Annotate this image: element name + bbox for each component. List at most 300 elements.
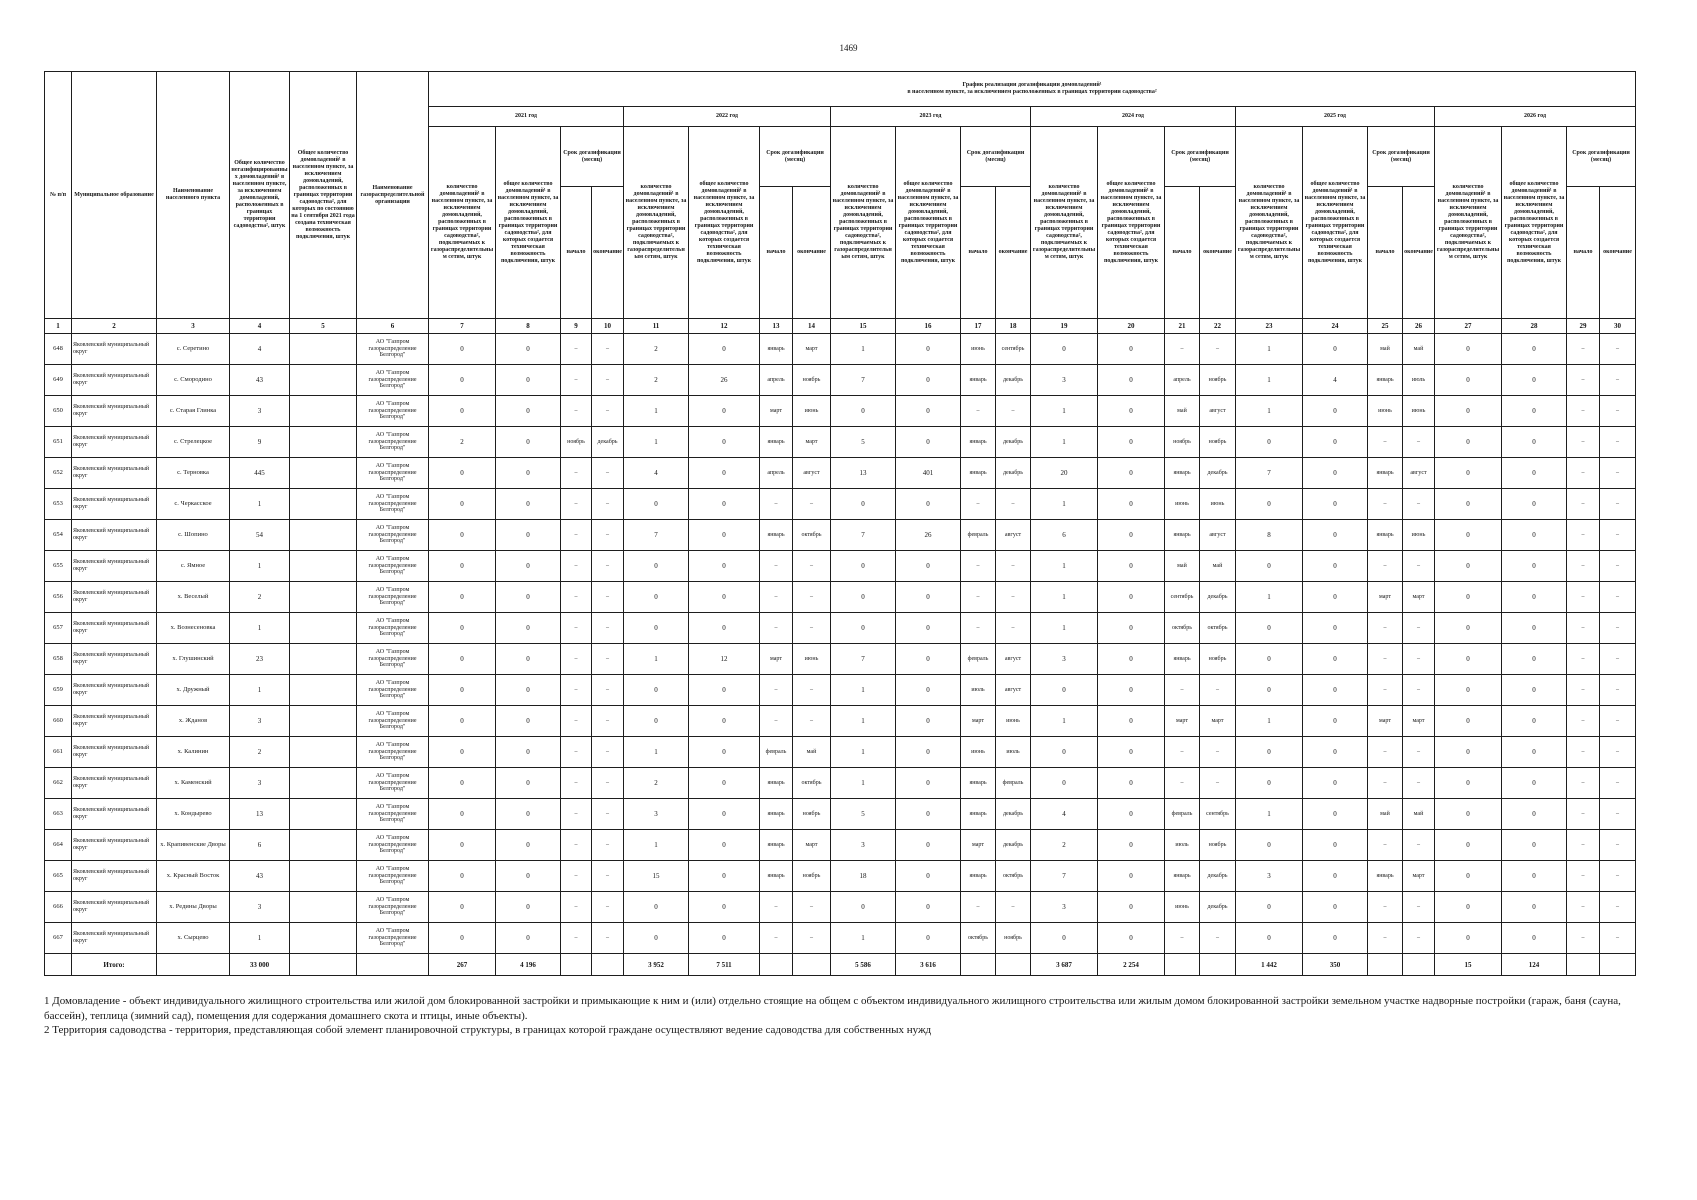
column-number: 7: [429, 319, 496, 334]
cell-2024-connected: 6: [1031, 520, 1098, 551]
total-empty-cell: [561, 954, 592, 976]
cell-tech-possible-count: [290, 365, 357, 396]
table-row: [45, 458, 1636, 489]
total-not-gasified-count: 33 000: [230, 954, 290, 976]
cell-municipality: Яковлевский муниципальный округ: [72, 489, 157, 520]
cell-2023-total: 0: [896, 427, 961, 458]
footnote-1: 1 Домовладение - объект индивидуального жилищного строительства или жилой дом блокированной застройки и примыкающие к ним и (или) отдельно стоящие на общем с объектом индивидуального жилищного строительства или жилым домом блокированной застройки земельном участке надворные постройки (гараж, баня (сауна, бассейн), теплица (зимний сад), помещения для содержания домашнего скота и птицы, иные объекты).: [44, 995, 1621, 1022]
cell-2022-total: 26: [689, 365, 760, 396]
cell-2022-connected: 0: [624, 892, 689, 923]
cell-2025-total: 0: [1303, 334, 1368, 365]
cell-2021-end-month: –: [592, 613, 624, 644]
cell-2025-end-month: –: [1403, 613, 1435, 644]
cell-settlement: х. Крапивенские Дворы: [157, 830, 230, 861]
cell-2025-total: 0: [1303, 861, 1368, 892]
cell-2026-end-month: –: [1600, 427, 1636, 458]
cell-municipality: Яковлевский муниципальный округ: [72, 675, 157, 706]
cell-settlement: х. Вознесеновка: [157, 613, 230, 644]
cell-2021-total: 0: [496, 737, 561, 768]
header-gas-distribution-org: Наименование газораспределительной организации: [357, 72, 429, 319]
header-2026-term: Срок догазификации (месяц): [1567, 127, 1636, 187]
header-2023-connected: количество домовладений¹ в населенном пункте, за исключением домовладений, расположенных в границах территории садоводства², подключаемых к газораспределительным сетям, штук: [831, 127, 896, 319]
column-number: 24: [1303, 319, 1368, 334]
cell-2026-connected: 0: [1435, 365, 1502, 396]
cell-settlement: х. Сырцево: [157, 923, 230, 954]
cell-2024-connected: 3: [1031, 892, 1098, 923]
column-number: 22: [1200, 319, 1236, 334]
cell-2024-start-month: май: [1165, 396, 1200, 427]
cell-2024-end-month: –: [1200, 737, 1236, 768]
cell-2021-connected: 0: [429, 644, 496, 675]
header-2021-total: общее количество домовладений¹ в населенном пункте, за исключением домовладений, расположенных в границах территории садоводства², для которых создается техническая возможность подключения, штук: [496, 127, 561, 319]
year-header-2022: 2022 год: [624, 107, 831, 127]
cell-2025-start-month: –: [1368, 830, 1403, 861]
cell-2021-start-month: –: [561, 613, 592, 644]
cell-2022-end-month: май: [793, 737, 831, 768]
cell-gas-distribution-org: АО "Газпром газораспределение Белгород": [357, 799, 429, 830]
cell-2021-start-month: –: [561, 799, 592, 830]
table-row: [45, 427, 1636, 458]
cell-not-gasified-count: 1: [230, 613, 290, 644]
cell-2026-connected: 0: [1435, 768, 1502, 799]
cell-2022-total: 0: [689, 458, 760, 489]
cell-2026-end-month: –: [1600, 613, 1636, 644]
cell-2022-connected: 1: [624, 396, 689, 427]
cell-2022-end-month: июнь: [793, 396, 831, 427]
cell-2023-end-month: сентябрь: [996, 334, 1031, 365]
cell-2024-total: 0: [1098, 520, 1165, 551]
cell-2025-connected: 0: [1236, 675, 1303, 706]
cell-2024-total: 0: [1098, 365, 1165, 396]
cell-municipality: Яковлевский муниципальный округ: [72, 551, 157, 582]
cell-2024-connected: 3: [1031, 365, 1098, 396]
cell-2021-total: 0: [496, 675, 561, 706]
cell-2026-total: 0: [1502, 427, 1567, 458]
cell-2024-connected: 1: [1031, 489, 1098, 520]
year-header-2025: 2025 год: [1236, 107, 1435, 127]
cell-2023-total: 0: [896, 582, 961, 613]
cell-2024-connected: 0: [1031, 334, 1098, 365]
cell-2024-connected: 1: [1031, 427, 1098, 458]
cell-2022-connected: 3: [624, 799, 689, 830]
cell-tech-possible-count: [290, 768, 357, 799]
cell-2021-total: 0: [496, 768, 561, 799]
cell-2023-connected: 0: [831, 489, 896, 520]
cell-gas-distribution-org: АО "Газпром газораспределение Белгород": [357, 365, 429, 396]
cell-municipality: Яковлевский муниципальный округ: [72, 520, 157, 551]
cell-2023-total: 0: [896, 706, 961, 737]
cell-2022-connected: 4: [624, 458, 689, 489]
cell-number: 659: [45, 675, 72, 706]
cell-2023-start-month: –: [961, 489, 996, 520]
cell-municipality: Яковлевский муниципальный округ: [72, 396, 157, 427]
cell-2022-connected: 0: [624, 706, 689, 737]
cell-2023-total: 401: [896, 458, 961, 489]
cell-gas-distribution-org: АО "Газпром газораспределение Белгород": [357, 892, 429, 923]
cell-2024-total: 0: [1098, 334, 1165, 365]
cell-not-gasified-count: 43: [230, 365, 290, 396]
cell-2024-total: 0: [1098, 396, 1165, 427]
cell-2026-connected: 0: [1435, 706, 1502, 737]
header-2025-end: окончание: [1403, 187, 1435, 319]
total-empty-cell: [961, 954, 996, 976]
cell-2023-end-month: декабрь: [996, 830, 1031, 861]
totals-row: [45, 954, 1636, 976]
cell-2021-total: 0: [496, 396, 561, 427]
cell-2023-connected: 1: [831, 768, 896, 799]
cell-tech-possible-count: [290, 644, 357, 675]
cell-2026-end-month: –: [1600, 892, 1636, 923]
cell-2024-connected: 1: [1031, 582, 1098, 613]
cell-2022-total: 0: [689, 768, 760, 799]
cell-municipality: Яковлевский муниципальный округ: [72, 582, 157, 613]
cell-2026-total: 0: [1502, 768, 1567, 799]
cell-2024-total: 0: [1098, 923, 1165, 954]
cell-2026-connected: 0: [1435, 458, 1502, 489]
cell-2023-start-month: –: [961, 582, 996, 613]
cell-2022-connected: 0: [624, 613, 689, 644]
cell-2021-total: 0: [496, 644, 561, 675]
cell-2021-connected: 0: [429, 489, 496, 520]
cell-2021-total: 0: [496, 830, 561, 861]
cell-2026-start-month: –: [1567, 365, 1600, 396]
cell-2022-start-month: январь: [760, 799, 793, 830]
cell-not-gasified-count: 2: [230, 582, 290, 613]
cell-2024-total: 0: [1098, 644, 1165, 675]
cell-2026-total: 0: [1502, 706, 1567, 737]
header-2021-end: окончание: [592, 187, 624, 319]
cell-2021-connected: 0: [429, 799, 496, 830]
cell-2023-connected: 3: [831, 830, 896, 861]
cell-2025-total: 0: [1303, 799, 1368, 830]
table-row: [45, 737, 1636, 768]
cell-2024-end-month: ноябрь: [1200, 365, 1236, 396]
cell-2024-start-month: –: [1165, 334, 1200, 365]
table-row: [45, 830, 1636, 861]
cell-2023-start-month: –: [961, 892, 996, 923]
cell-2022-end-month: март: [793, 427, 831, 458]
year-header-2023: 2023 год: [831, 107, 1031, 127]
cell-2023-total: 0: [896, 861, 961, 892]
table-row: [45, 334, 1636, 365]
cell-2024-total: 0: [1098, 489, 1165, 520]
cell-2025-total: 0: [1303, 613, 1368, 644]
cell-2025-end-month: май: [1403, 334, 1435, 365]
header-2022-total: общее количество домовладений¹ в населенном пункте, за исключением домовладений, расположенных в границах территории садоводства², для которых создается техническая возможность подключения, штук: [689, 127, 760, 319]
cell-not-gasified-count: 9: [230, 427, 290, 458]
cell-2026-connected: 0: [1435, 737, 1502, 768]
cell-2023-start-month: февраль: [961, 644, 996, 675]
cell-number: 662: [45, 768, 72, 799]
cell-2026-start-month: –: [1567, 489, 1600, 520]
cell-2022-end-month: март: [793, 334, 831, 365]
cell-2025-total: 4: [1303, 365, 1368, 396]
header-2025-connected: количество домовладений¹ в населенном пункте, за исключением домовладений, расположенных в границах территории садоводства², подключаемых к газораспределительным сетям, штук: [1236, 127, 1303, 319]
cell-number: 655: [45, 551, 72, 582]
cell-2022-end-month: август: [793, 458, 831, 489]
cell-2023-total: 0: [896, 737, 961, 768]
cell-2021-start-month: –: [561, 489, 592, 520]
column-number: 10: [592, 319, 624, 334]
header-2023-total: общее количество домовладений¹ в населенном пункте, за исключением домовладений, расположенных в границах территории садоводства², для которых создается техническая возможность подключения, штук: [896, 127, 961, 319]
cell-2026-start-month: –: [1567, 644, 1600, 675]
cell-2021-start-month: –: [561, 830, 592, 861]
cell-municipality: Яковлевский муниципальный округ: [72, 892, 157, 923]
cell-2026-start-month: –: [1567, 830, 1600, 861]
cell-2022-connected: 0: [624, 582, 689, 613]
cell-2024-end-month: ноябрь: [1200, 427, 1236, 458]
cell-2021-connected: 0: [429, 396, 496, 427]
cell-2026-end-month: –: [1600, 396, 1636, 427]
cell-2024-total: 0: [1098, 675, 1165, 706]
cell-2025-connected: 1: [1236, 334, 1303, 365]
cell-2021-total: 0: [496, 334, 561, 365]
cell-2023-end-month: август: [996, 675, 1031, 706]
cell-2023-connected: 7: [831, 644, 896, 675]
total-empty-cell: [45, 954, 72, 976]
cell-settlement: с. Шопино: [157, 520, 230, 551]
cell-2023-end-month: декабрь: [996, 458, 1031, 489]
cell-number: 667: [45, 923, 72, 954]
cell-not-gasified-count: 1: [230, 675, 290, 706]
cell-2022-start-month: –: [760, 582, 793, 613]
cell-2024-end-month: –: [1200, 334, 1236, 365]
cell-2026-start-month: –: [1567, 520, 1600, 551]
header-2023-start: начало: [961, 187, 996, 319]
header-municipality: Муниципальное образование: [72, 72, 157, 319]
cell-2023-end-month: –: [996, 582, 1031, 613]
cell-2024-end-month: декабрь: [1200, 582, 1236, 613]
cell-2021-connected: 0: [429, 334, 496, 365]
cell-2025-end-month: –: [1403, 427, 1435, 458]
cell-2025-end-month: –: [1403, 830, 1435, 861]
cell-settlement: с. Смородино: [157, 365, 230, 396]
cell-settlement: х. Жданов: [157, 706, 230, 737]
cell-2022-total: 0: [689, 675, 760, 706]
cell-2023-end-month: декабрь: [996, 799, 1031, 830]
total-2021-connected: 267: [429, 954, 496, 976]
header-2024-connected: количество домовладений¹ в населенном пункте, за исключением домовладений, расположенных в границах территории садоводства², подключаемых к газораспределительным сетям, штук: [1031, 127, 1098, 319]
total-empty-cell: [592, 954, 624, 976]
cell-2022-start-month: январь: [760, 861, 793, 892]
cell-2021-total: 0: [496, 551, 561, 582]
total-empty-cell: [793, 954, 831, 976]
cell-2026-start-month: –: [1567, 923, 1600, 954]
cell-2024-connected: 0: [1031, 768, 1098, 799]
cell-2025-connected: 1: [1236, 365, 1303, 396]
cell-2025-connected: 7: [1236, 458, 1303, 489]
cell-2026-start-month: –: [1567, 334, 1600, 365]
cell-2024-connected: 2: [1031, 830, 1098, 861]
header-2024-end: окончание: [1200, 187, 1236, 319]
cell-2021-end-month: декабрь: [592, 427, 624, 458]
cell-2025-end-month: июнь: [1403, 396, 1435, 427]
cell-2026-connected: 0: [1435, 427, 1502, 458]
cell-2021-connected: 0: [429, 830, 496, 861]
cell-municipality: Яковлевский муниципальный округ: [72, 923, 157, 954]
cell-2025-total: 0: [1303, 427, 1368, 458]
cell-settlement: с. Терновка: [157, 458, 230, 489]
cell-2024-total: 0: [1098, 551, 1165, 582]
cell-2022-total: 0: [689, 551, 760, 582]
column-number: 29: [1567, 319, 1600, 334]
cell-2021-start-month: –: [561, 644, 592, 675]
cell-tech-possible-count: [290, 861, 357, 892]
cell-2023-end-month: –: [996, 892, 1031, 923]
cell-2026-end-month: –: [1600, 334, 1636, 365]
cell-settlement: х. Калинин: [157, 737, 230, 768]
cell-tech-possible-count: [290, 489, 357, 520]
cell-2021-connected: 2: [429, 427, 496, 458]
cell-gas-distribution-org: АО "Газпром газораспределение Белгород": [357, 396, 429, 427]
cell-2023-start-month: июль: [961, 675, 996, 706]
table-row: [45, 799, 1636, 830]
header-2022-start: начало: [760, 187, 793, 319]
total-empty-cell: [1403, 954, 1435, 976]
header-2022-term: Срок догазификации (месяц): [760, 127, 831, 187]
cell-2021-connected: 0: [429, 768, 496, 799]
cell-2025-total: 0: [1303, 737, 1368, 768]
schedule-title-line-2: в населенном пункте, за исключением расположенных в границах территории садоводства²: [907, 89, 1157, 95]
cell-number: 665: [45, 861, 72, 892]
cell-2025-connected: 8: [1236, 520, 1303, 551]
column-number: 20: [1098, 319, 1165, 334]
cell-2025-start-month: март: [1368, 582, 1403, 613]
cell-2021-total: 0: [496, 427, 561, 458]
total-2023-connected: 5 586: [831, 954, 896, 976]
cell-2021-start-month: –: [561, 520, 592, 551]
cell-2022-start-month: –: [760, 489, 793, 520]
cell-2025-total: 0: [1303, 675, 1368, 706]
cell-2024-start-month: февраль: [1165, 799, 1200, 830]
header-2021-connected: количество домовладений¹ в населенном пункте, за исключением домовладений, расположенных в границах территории садоводства², подключаемых к газораспределительным сетям, штук: [429, 127, 496, 319]
cell-2023-total: 0: [896, 613, 961, 644]
cell-2025-connected: 1: [1236, 582, 1303, 613]
cell-2021-end-month: –: [592, 892, 624, 923]
column-number: 13: [760, 319, 793, 334]
cell-2022-total: 0: [689, 799, 760, 830]
cell-number: 666: [45, 892, 72, 923]
cell-2024-end-month: август: [1200, 520, 1236, 551]
cell-2023-start-month: –: [961, 396, 996, 427]
cell-gas-distribution-org: АО "Газпром газораспределение Белгород": [357, 923, 429, 954]
cell-2025-connected: 0: [1236, 644, 1303, 675]
cell-number: 649: [45, 365, 72, 396]
cell-2023-total: 0: [896, 799, 961, 830]
cell-2021-start-month: –: [561, 365, 592, 396]
cell-2026-end-month: –: [1600, 582, 1636, 613]
cell-2026-start-month: –: [1567, 458, 1600, 489]
cell-tech-possible-count: [290, 427, 357, 458]
cell-2022-connected: 0: [624, 489, 689, 520]
header-2024-total: общее количество домовладений¹ в населенном пункте, за исключением домовладений, расположенных в границах территории садоводства², для которых создается техническая возможность подключения, штук: [1098, 127, 1165, 319]
cell-2023-connected: 1: [831, 706, 896, 737]
total-empty-cell: [290, 954, 357, 976]
cell-2022-end-month: –: [793, 892, 831, 923]
total-empty-cell: [760, 954, 793, 976]
cell-2021-start-month: –: [561, 706, 592, 737]
cell-2021-total: 0: [496, 923, 561, 954]
cell-gas-distribution-org: АО "Газпром газораспределение Белгород": [357, 706, 429, 737]
cell-number: 658: [45, 644, 72, 675]
cell-2026-total: 0: [1502, 489, 1567, 520]
total-2024-total: 2 254: [1098, 954, 1165, 976]
cell-2023-end-month: июль: [996, 737, 1031, 768]
cell-settlement: с. Ямное: [157, 551, 230, 582]
cell-2025-end-month: –: [1403, 768, 1435, 799]
cell-2024-end-month: –: [1200, 675, 1236, 706]
cell-2023-start-month: январь: [961, 799, 996, 830]
column-number: 2: [72, 319, 157, 334]
cell-municipality: Яковлевский муниципальный округ: [72, 334, 157, 365]
cell-2026-total: 0: [1502, 458, 1567, 489]
cell-2022-end-month: март: [793, 830, 831, 861]
cell-2025-total: 0: [1303, 923, 1368, 954]
cell-2024-end-month: –: [1200, 923, 1236, 954]
cell-gas-distribution-org: АО "Газпром газораспределение Белгород": [357, 489, 429, 520]
cell-2024-total: 0: [1098, 582, 1165, 613]
cell-2023-total: 26: [896, 520, 961, 551]
cell-tech-possible-count: [290, 613, 357, 644]
table-row: [45, 489, 1636, 520]
cell-2024-connected: 1: [1031, 706, 1098, 737]
cell-2022-start-month: –: [760, 675, 793, 706]
cell-not-gasified-count: 445: [230, 458, 290, 489]
cell-2025-start-month: –: [1368, 923, 1403, 954]
header-settlement: Наименование населенного пункта: [157, 72, 230, 319]
cell-municipality: Яковлевский муниципальный округ: [72, 799, 157, 830]
cell-2026-total: 0: [1502, 923, 1567, 954]
cell-2025-end-month: –: [1403, 489, 1435, 520]
cell-2025-start-month: январь: [1368, 520, 1403, 551]
total-2021-total: 4 196: [496, 954, 561, 976]
schedule-title-line-1: График реализации догазификации домовладений¹: [962, 82, 1102, 88]
cell-2022-start-month: январь: [760, 830, 793, 861]
cell-2024-end-month: декабрь: [1200, 892, 1236, 923]
cell-2021-end-month: –: [592, 675, 624, 706]
cell-2026-end-month: –: [1600, 923, 1636, 954]
cell-2024-start-month: –: [1165, 737, 1200, 768]
cell-2021-start-month: –: [561, 396, 592, 427]
total-empty-cell: [357, 954, 429, 976]
cell-2026-connected: 0: [1435, 396, 1502, 427]
cell-2023-end-month: –: [996, 613, 1031, 644]
cell-gas-distribution-org: АО "Газпром газораспределение Белгород": [357, 613, 429, 644]
cell-gas-distribution-org: АО "Газпром газораспределение Белгород": [357, 644, 429, 675]
total-2022-total: 7 511: [689, 954, 760, 976]
cell-municipality: Яковлевский муниципальный округ: [72, 427, 157, 458]
table-row: [45, 644, 1636, 675]
cell-2024-total: 0: [1098, 892, 1165, 923]
cell-not-gasified-count: 3: [230, 892, 290, 923]
cell-2023-start-month: январь: [961, 427, 996, 458]
cell-2021-total: 0: [496, 582, 561, 613]
cell-2025-connected: 0: [1236, 427, 1303, 458]
header-2026-connected: количество домовладений¹ в населенном пункте, за исключением домовладений, расположенных в границах территории садоводства², подключаемых к газораспределительным сетям, штук: [1435, 127, 1502, 319]
cell-settlement: х. Кондырево: [157, 799, 230, 830]
cell-2022-total: 0: [689, 737, 760, 768]
cell-2024-total: 0: [1098, 830, 1165, 861]
cell-2025-start-month: –: [1368, 644, 1403, 675]
column-number: 25: [1368, 319, 1403, 334]
cell-2025-total: 0: [1303, 830, 1368, 861]
cell-2024-start-month: июль: [1165, 830, 1200, 861]
cell-2023-start-month: январь: [961, 861, 996, 892]
cell-not-gasified-count: 13: [230, 799, 290, 830]
cell-2025-start-month: –: [1368, 427, 1403, 458]
cell-2022-total: 0: [689, 923, 760, 954]
year-header-2026: 2026 год: [1435, 107, 1636, 127]
